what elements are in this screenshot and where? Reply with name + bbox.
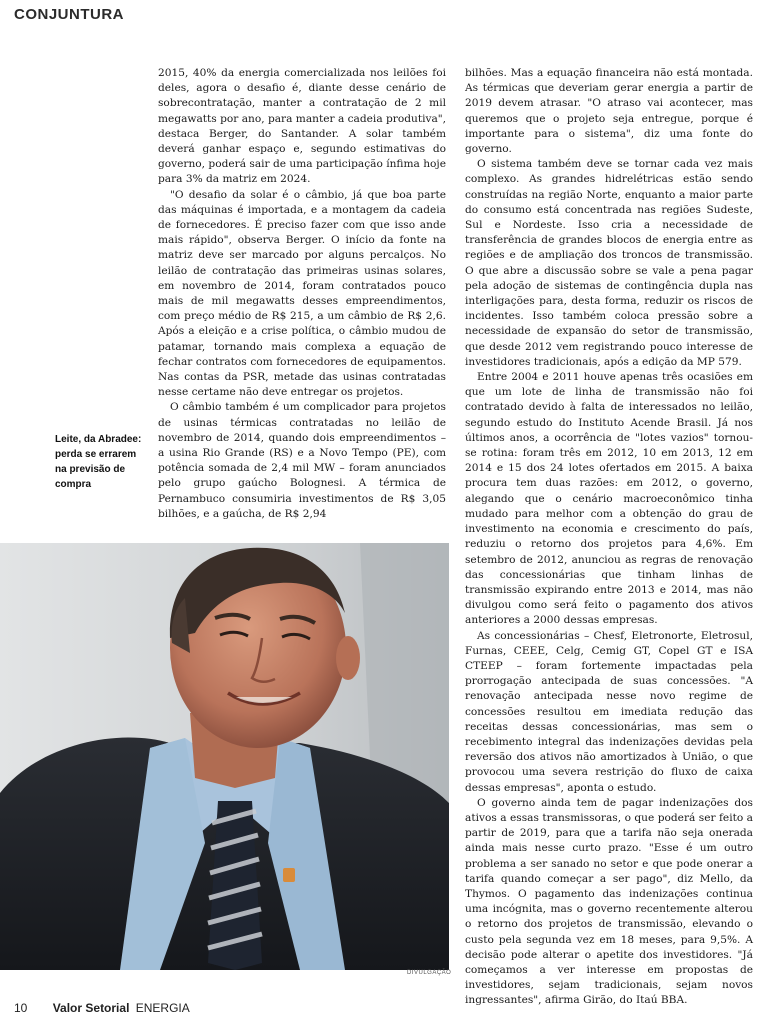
page-number: 10 [14,1001,28,1015]
paragraph: O governo ainda tem de pagar indenizações dos ativos a essas transmissoras, o que poderá ser feito a partir de 2019, para que a tarifa não seja onerada ainda mais nesse curto prazo. "Esse é um outro problema a ser sanado no setor e que pode onerar a tarifa quando começar a ser pago", diz Mello, da Thymos. O pagamento das indenizações continua uma incógnita, mas o governo recentemente alterou o retorno dos projetos de transmissão, elevando o custo pela segunda vez em 18 meses, para 9,5%. A decisão pode alterar o apetite dos investidores. "Já começamos a ver interesse em propostas de investidores, sejam tradicionais, sejam novos ingressantes", afirma Girão, do Itaú BBA. [465,796,753,1007]
portrait-illustration [0,543,449,970]
publication-section: ENERGIA [135,1001,190,1015]
portrait-photo [0,543,449,970]
photo-caption: Leite, da Abradee: perda se errarem na previsão de compra [55,434,142,490]
paragraph: 2015, 40% da energia comercializada nos leilões foi deles, agora o desafio é, diante desse cenário de sobrecontratação, manter a contratação de 2 mil megawatts por ano, para manter a cadeia produtiva", destaca Berger, do Santander. A solar também deverá ganhar espaço e, segundo estimativas do governo, poderá sair de uma participação ínfima hoje para 3% da matriz em 2024. [158,67,447,186]
paragraph: As concessionárias – Chesf, Eletronorte, Eletrosul, Furnas, CEEE, Celg, Cemig GT, Copel GT e ISA CTEEP – foram fortemente impactadas pela prorrogação antecipada de suas concessões. "A renovação antecipada nesse novo regime de concessões resultou em imediata redução das receitas dessas concessionárias, mas sem o recebimento integral das indenizações devidas pela reversão dos ativos não amortizados à União, o que provocou uma severa restrição do fluxo de caixa dessas empresas", aponta o estudo. [465,629,753,794]
publication-name: Valor Setorial [52,1001,130,1015]
article-column-right [465,66,753,1009]
photo-credit: DIVULGAÇÃO [407,970,452,976]
page-footer [14,1001,190,1015]
paragraph: Entre 2004 e 2011 houve apenas três ocasiões em que um lote de linha de transmissão não foi contratado devido à falta de interessados no leilão, segundo estudo do Instituto Acende Brasil. Já nos últimos anos, a ocorrência de "lotes vazios" tornou-se rotina: foram três em 2012, 10 em 2013, 12 em 2014 e 15 dos 24 lotes ofertados em 2015. A baixa procura tem duas razões: em 2012, o governo, alegando que o cenário macroeconômico tinha mudado para melhor com a obtenção do grau de investimento na economia e crescimento do país, reduziu o retorno dos projetos para 4,6%. Em setembro de 2012, anunciou as regras de renovação das concessionárias que tinham linhas de transmissão expirando entre 2013 e 2014, mas não divulgou como será feito o pagamento dos ativos anteriores a 2000 dessas empresas. [465,371,753,627]
paragraph: "O desafio da solar é o câmbio, já que boa parte das máquinas é importada, e a montagem da cadeia de fornecedores. É preciso fazer com que isso ande mais rápido", observa Berger. O início da fonte na matriz deve ser marcado por alguns percalços. No leilão de contratação das primeiras usinas solares, em novembro de 2014, foram contratados pouco mais de mil megawatts desses empreendimentos, com preço médio de R$ 215, a um câmbio de R$ 2,6. Após a eleição e a crise política, o câmbio mudou de patamar, tornando mais complexa a equação de fechar contratos com fornecedores de equipamentos. Nas contas da PSR, metade das usinas contratadas nesse certame não deve entregar os projetos. [158,188,446,399]
paragraph: O câmbio também é um complicador para projetos de usinas térmicas contratadas no leilão de novembro de 2014, quando dois empreendimentos – a usina Rio Grande (RS) e a Novo Tempo (PE), com potência somada de 2,4 mil MW – foram anunciados pelo grupo gaúcho Bolognesi. A térmica de Pernambuco consumiria investimentos de R$ 3,05 bilhões, e a gaúcha, de R$ 2,94 [158,401,446,520]
article-column-left [158,66,446,522]
paragraph: bilhões. Mas a equação financeira não está montada. As térmicas que deveriam gerar energia a partir de 2019 devem atrasar. "O atraso vai acontecer, mas queremos que o projeto seja entregue, porque é importante para o sistema", diz uma fonte do governo. [465,67,753,156]
paragraph: O sistema também deve se tornar cada vez mais complexo. As grandes hidrelétricas estão sendo construídas na região Norte, enquanto a maior parte do consumo está concentrada nas regiões Sudeste, Sul e Nordeste. Isso cria a necessidade de transferência de grandes blocos de energia entre as regiões e de ampliação dos troncos de transmissão. O que abre a discussão sobre se vale a pena pagar pela adoção de sistemas de contingência dupla nas interligações para, desta forma, reduzir os riscos de incidentes. Isso também coloca pressão sobre a necessidade de expansão do setor de transmissão, que desde 2012 vem registrando pouco interesse de investidores tradicionais, após a edição da MP 579. [465,158,753,368]
section-label: CONJUNTURA [14,6,124,23]
